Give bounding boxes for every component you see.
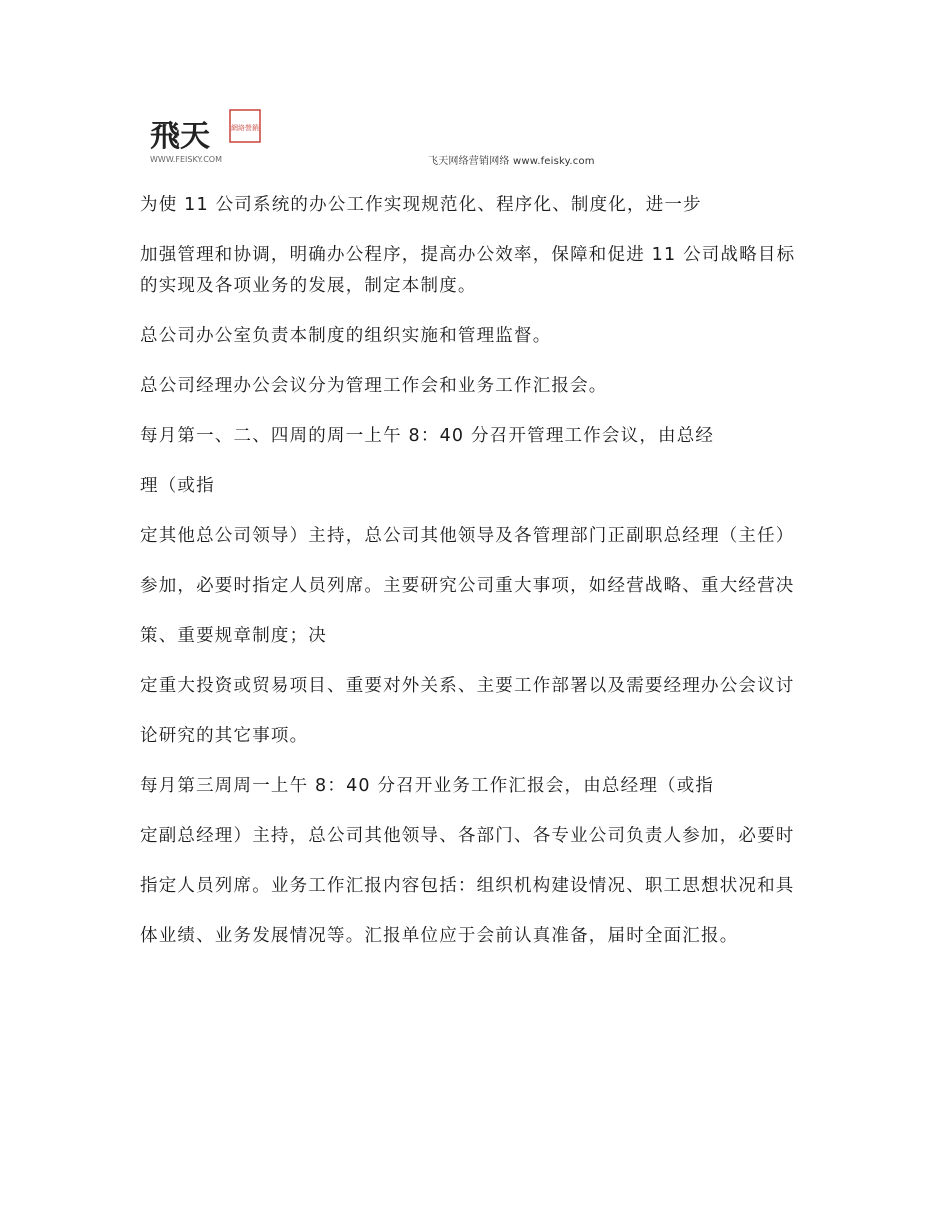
paragraph: 论研究的其它事项。 <box>140 726 309 746</box>
document-body <box>140 190 812 952</box>
feisky-logo <box>146 108 264 166</box>
paragraph: 定其他总公司领导）主持，总公司其他领导及各管理部门正副职总经理（主任） <box>140 526 795 546</box>
paragraph: 策、重要规章制度；决 <box>140 626 327 646</box>
paragraph: 总公司经理办公会议分为管理工作会和业务工作汇报会。 <box>140 376 608 396</box>
paragraph: 参加，必要时指定人员列席。主要研究公司重大事项，如经营战略、重大经营决 <box>140 576 795 596</box>
paragraph: 定重大投资或贸易项目、重要对外关系、主要工作部署以及需要经理办公会议讨 <box>140 676 795 696</box>
svg-text:飛天: 飛天 <box>150 119 210 154</box>
page-header <box>140 108 610 170</box>
paragraph: 理（或指 <box>140 476 215 496</box>
paragraph: 定副总经理）主持，总公司其他领导、各部门、各专业公司负责人参加，必要时 <box>140 826 795 846</box>
paragraph: 每月第三周周一上午 8：40 分召开业务工作汇报会，由总经理（或指 <box>140 776 715 796</box>
svg-text:WWW.FEISKY.COM: WWW.FEISKY.COM <box>150 155 223 164</box>
header-caption: 飞天网络营销网络 www.feisky.com <box>428 156 595 167</box>
paragraph: 总公司办公室负责本制度的组织实施和管理监督。 <box>140 326 552 346</box>
paragraph: 每月第一、二、四周的周一上午 8：40 分召开管理工作会议，由总经 <box>140 426 715 446</box>
paragraph: 为使 11 公司系统的办公工作实现规范化、程序化、制度化，进一步 <box>140 195 702 215</box>
paragraph: 体业绩、业务发展情况等。汇报单位应于会前认真准备，届时全面汇报。 <box>140 926 739 946</box>
svg-text:網絡營銷: 網絡營銷 <box>231 124 259 132</box>
paragraph: 指定人员列席。业务工作汇报内容包括：组织机构建设情况、职工思想状况和具 <box>140 876 795 896</box>
paragraph: 加强管理和协调，明确办公程序，提高办公效率，保障和促进 11 公司战略目标的实现及各项业务的发展，制定本制度。 <box>140 245 796 296</box>
